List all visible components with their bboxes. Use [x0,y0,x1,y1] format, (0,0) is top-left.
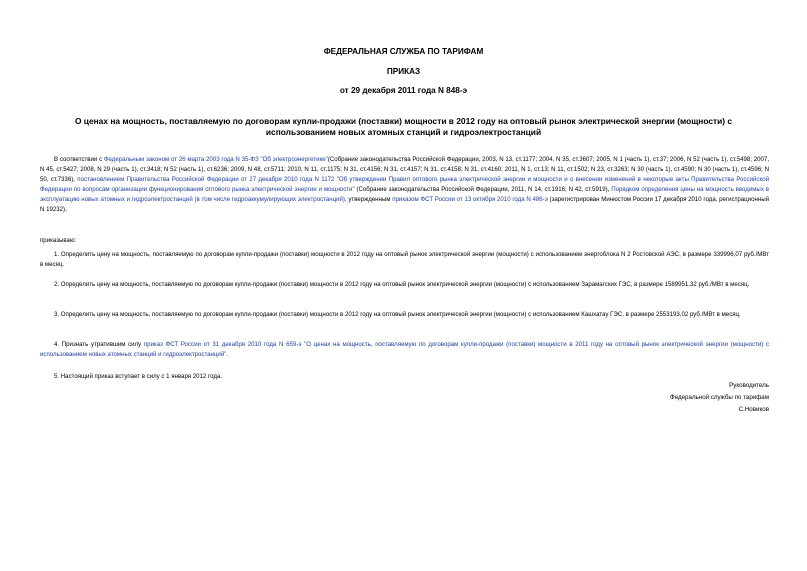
item-1 [40,250,769,270]
doc-type: ПРИКАЗ [386,67,421,76]
order-word: приказываю: [40,237,77,244]
item-5-text: 5. Настоящий приказ вступает в силу с 1 января 2012 года. [54,373,222,380]
preamble-text-1: В соответствии с [54,156,104,163]
signature-org: Федеральной службы по тарифам [670,394,769,401]
agency-name: ФЕДЕРАЛЬНАЯ СЛУЖБА ПО ТАРИФАМ [323,47,484,56]
item-2 [40,280,769,290]
federal-law-link[interactable]: Федеральным законом от 26 марта 2003 года N 35-ФЗ "Об электроэнергетике" [103,156,328,163]
item-3-text: 3. Определить цену на мощность, поставляемую по договорам купли-продажи (поставки) мощности в 2012 году на оптовый рынок электрической энергии (мощности) с использованием Кашхатау ГЭС, в размере 2553193,02 руб./МВт в месяц. [54,311,741,318]
item-4-text-1: 4. Признать утратившим силу [54,341,144,348]
fst-order-659-link[interactable]: приказ ФСТ России от 31 декабря 2010 года N 659-э "О ценах на мощность, поставляемую по договорам купли-продажи (поставки) мощности в 2011 году на оптовый рынок электрической энергии (мощности) с использованием новых атомных станций и гидроэлектростанций" [40,341,769,358]
document-title: О ценах на мощность, поставляемую по договорам купли-продажи (поставки) мощности в 2012 году на оптовый рынок электрической энергии (мощности) с использованием новых атомных станций и гидроэлектростанций [74,116,733,137]
preamble-text-3: (Собрание законодательства Российской Федерации, 2011, N 14, ст.1916; N 42, ст.5919), [354,185,612,193]
preamble-text-5: (зарегистрирован Минюстом России 17 декабря 2010 года, регистрационный N 19232), [40,195,769,213]
item-3 [40,310,769,320]
preamble-text-2: (Собрание законодательства Российской Федерации, 2003, N 13, ст.1177; 2004, N 35, ст.3607; 2005, N 1 (часть 1), ст.37; 2006, N 52 (часть 1), ст.5498; 2007, N 45, ст.5427; 2008, N 29 (часть 1), ст.3418; N 52 (часть 1), ст.6236; 2009, N 48, ст.5711; 2010, N 11, ст.1175; N 31, ст.4156; N 31, ст.4157; N 31, ст.4158; N 31, ст.4160; 2011, N 1, ст.13; N 11, ст.1502; N 23, ст.3263; N 30 (часть 1), ст.4590; N 30 (часть 1), ст.4596; N 50, ст.7336), [40,156,770,183]
doc-date-number: от 29 декабря 2011 года N 848-э [339,86,468,95]
signature-title: Руководитель [729,382,769,389]
preamble-text-4: , утвержденным [344,195,393,203]
item-1-text: 1. Определить цену на мощность, поставляемую по договорам купли-продажи (поставки) мощности в 2012 году на оптовый рынок электрической энергии (мощности) с использованием энергоблока N 2 Ростовской АЭС, в размере 339996,07 руб./МВт в месяц. [40,251,769,268]
signature-name: С.Новиков [738,406,769,413]
procedure-link[interactable]: Порядком определения цены на мощность вводимых в эксплуатацию новых атомных и гидроэлектростанций (в том числе гидроаккумулирующих электростанций) [40,185,769,203]
government-decree-link[interactable]: постановлением Правительства Российской Федерации от 27 декабря 2010 года N 1172 "Об утверждении Правил оптового рынка электрической энергии и мощности и о внесении изменений в некоторые акты Правительства Российской Федерации по вопросам организации функционирования оптового рынка электрической энергии и мощности" [40,175,769,193]
item-4-text-2: . [226,350,229,358]
item-2-text: 2. Определить цену на мощность, поставляемую по договорам купли-продажи (поставки) мощности в 2012 году на оптовый рынок электрической энергии (мощности) с использованием Зарамагских ГЭС, в размере 1589951,32 руб./МВт в месяц. [54,281,750,288]
item-4 [40,340,769,360]
preamble-paragraph [40,155,769,214]
fst-order-486-link[interactable]: приказом ФСТ России от 13 октября 2010 года N 486-э [392,195,548,203]
